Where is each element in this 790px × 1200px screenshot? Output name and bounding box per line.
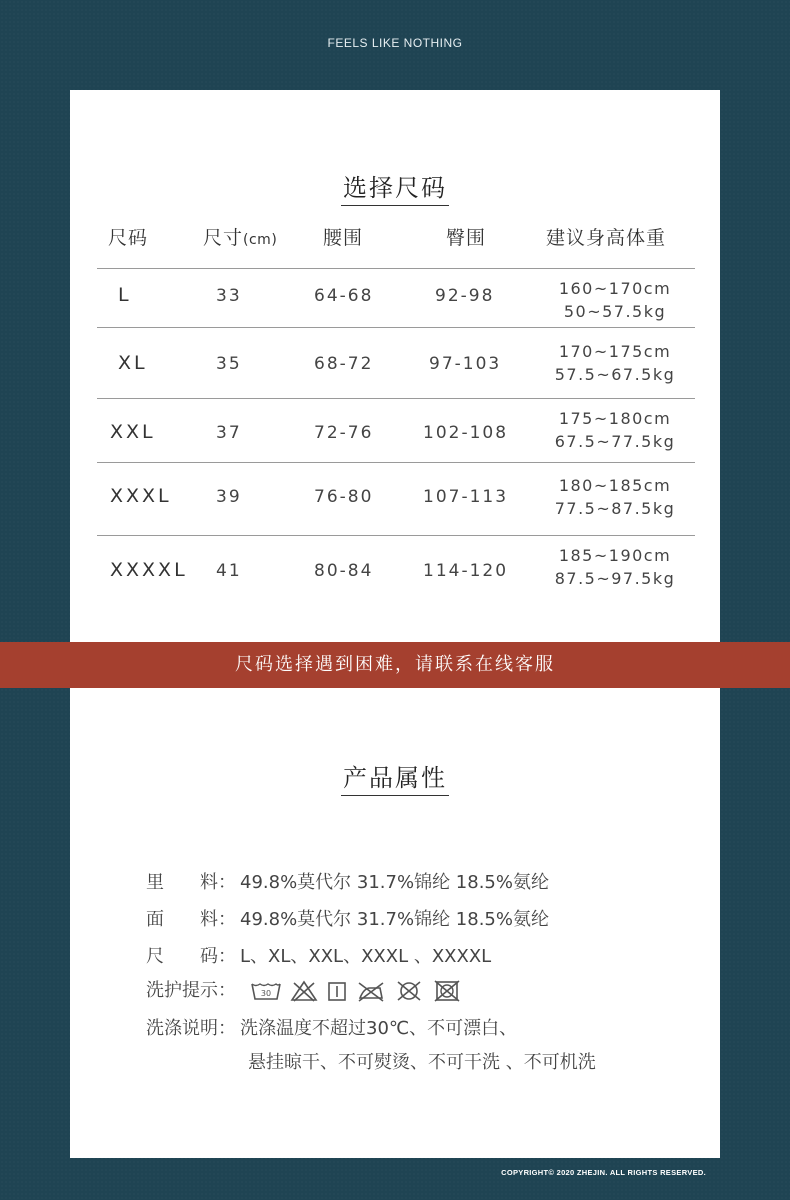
header-recommend: 建议身高体重 — [546, 227, 667, 249]
row-waist: 72-76 — [314, 423, 374, 443]
wash-30-icon — [250, 979, 282, 1003]
row-waist: 80-84 — [314, 561, 374, 581]
row-size: XXL — [110, 421, 156, 443]
header-waist: 腰围 — [323, 227, 364, 249]
sizes-value: L、XL、XXL、XXXL 、XXXXL — [240, 946, 492, 967]
fabric-row — [146, 905, 549, 931]
product-section-title: 产品属性 — [70, 758, 720, 796]
no-iron-icon — [356, 979, 386, 1003]
row-dimension: 39 — [216, 487, 242, 507]
sizes-label: 尺 码： — [146, 946, 236, 967]
tagline: FEELS LIKE NOTHING — [327, 36, 463, 50]
wash-label: 洗涤说明： — [146, 1018, 236, 1039]
copyright: COPYRIGHT© 2020 ZHEJIN. ALL RIGHTS RESERVED. — [501, 1168, 706, 1177]
row-waist: 68-72 — [314, 354, 374, 374]
table-divider — [97, 327, 695, 328]
row-recommend: 185~190cm 87.5~97.5kg — [554, 546, 676, 588]
table-divider — [97, 268, 695, 269]
row-hip: 114-120 — [423, 561, 509, 581]
row-hip: 102-108 — [423, 423, 509, 443]
row-dimension: 33 — [216, 286, 242, 306]
row-size: L — [118, 284, 132, 306]
wash-line2: 悬挂晾干、不可熨烫、不可干洗 、不可机洗 — [248, 1052, 596, 1073]
fabric-label: 面 料： — [146, 909, 236, 930]
row-hip: 97-103 — [429, 354, 502, 374]
row-size: XXXL — [110, 485, 172, 507]
header-dimension: 尺寸(cm) — [203, 227, 278, 249]
svg-text:30: 30 — [260, 989, 271, 998]
header-size: 尺码 — [108, 227, 149, 249]
size-chart-card — [70, 90, 720, 642]
table-divider — [97, 535, 695, 536]
wash-instructions-row — [146, 1014, 517, 1040]
row-size: XXXXL — [110, 559, 188, 581]
row-dimension: 37 — [216, 423, 242, 443]
row-size: XL — [118, 352, 148, 374]
contact-service-banner: 尺码选择遇到困难，请联系在线客服 — [0, 642, 790, 688]
row-recommend: 175~180cm 67.5~77.5kg — [554, 409, 676, 451]
row-recommend: 180~185cm 77.5~87.5kg — [554, 476, 676, 518]
row-waist: 64-68 — [314, 286, 374, 306]
care-label: 洗护提示： — [146, 980, 236, 1001]
no-tumble-dry-icon — [432, 979, 462, 1003]
size-table-header — [70, 223, 720, 253]
row-waist: 76-80 — [314, 487, 374, 507]
line-dry-icon — [326, 979, 348, 1003]
row-recommend: 160~170cm 50~57.5kg — [558, 279, 672, 321]
size-section-title: 选择尺码 — [70, 168, 720, 206]
care-icons — [250, 979, 462, 1003]
product-attributes-card — [70, 688, 720, 1158]
no-dry-clean-icon — [394, 979, 424, 1003]
table-divider — [97, 462, 695, 463]
row-hip: 107-113 — [423, 487, 509, 507]
fabric-value: 49.8%莫代尔 31.7%锦纶 18.5%氨纶 — [240, 909, 549, 930]
row-recommend: 170~175cm 57.5~67.5kg — [554, 342, 676, 384]
row-dimension: 35 — [216, 354, 242, 374]
lining-row — [146, 868, 549, 894]
no-bleach-icon — [290, 979, 318, 1003]
care-row — [146, 976, 462, 1003]
row-dimension: 41 — [216, 561, 242, 581]
header-hip: 臀围 — [446, 227, 487, 249]
table-divider — [97, 398, 695, 399]
row-hip: 92-98 — [435, 286, 495, 306]
wash-line1: 洗涤温度不超过30℃、不可漂白、 — [240, 1018, 518, 1039]
sizes-row — [146, 942, 491, 968]
lining-value: 49.8%莫代尔 31.7%锦纶 18.5%氨纶 — [240, 872, 549, 893]
lining-label: 里 料： — [146, 872, 236, 893]
